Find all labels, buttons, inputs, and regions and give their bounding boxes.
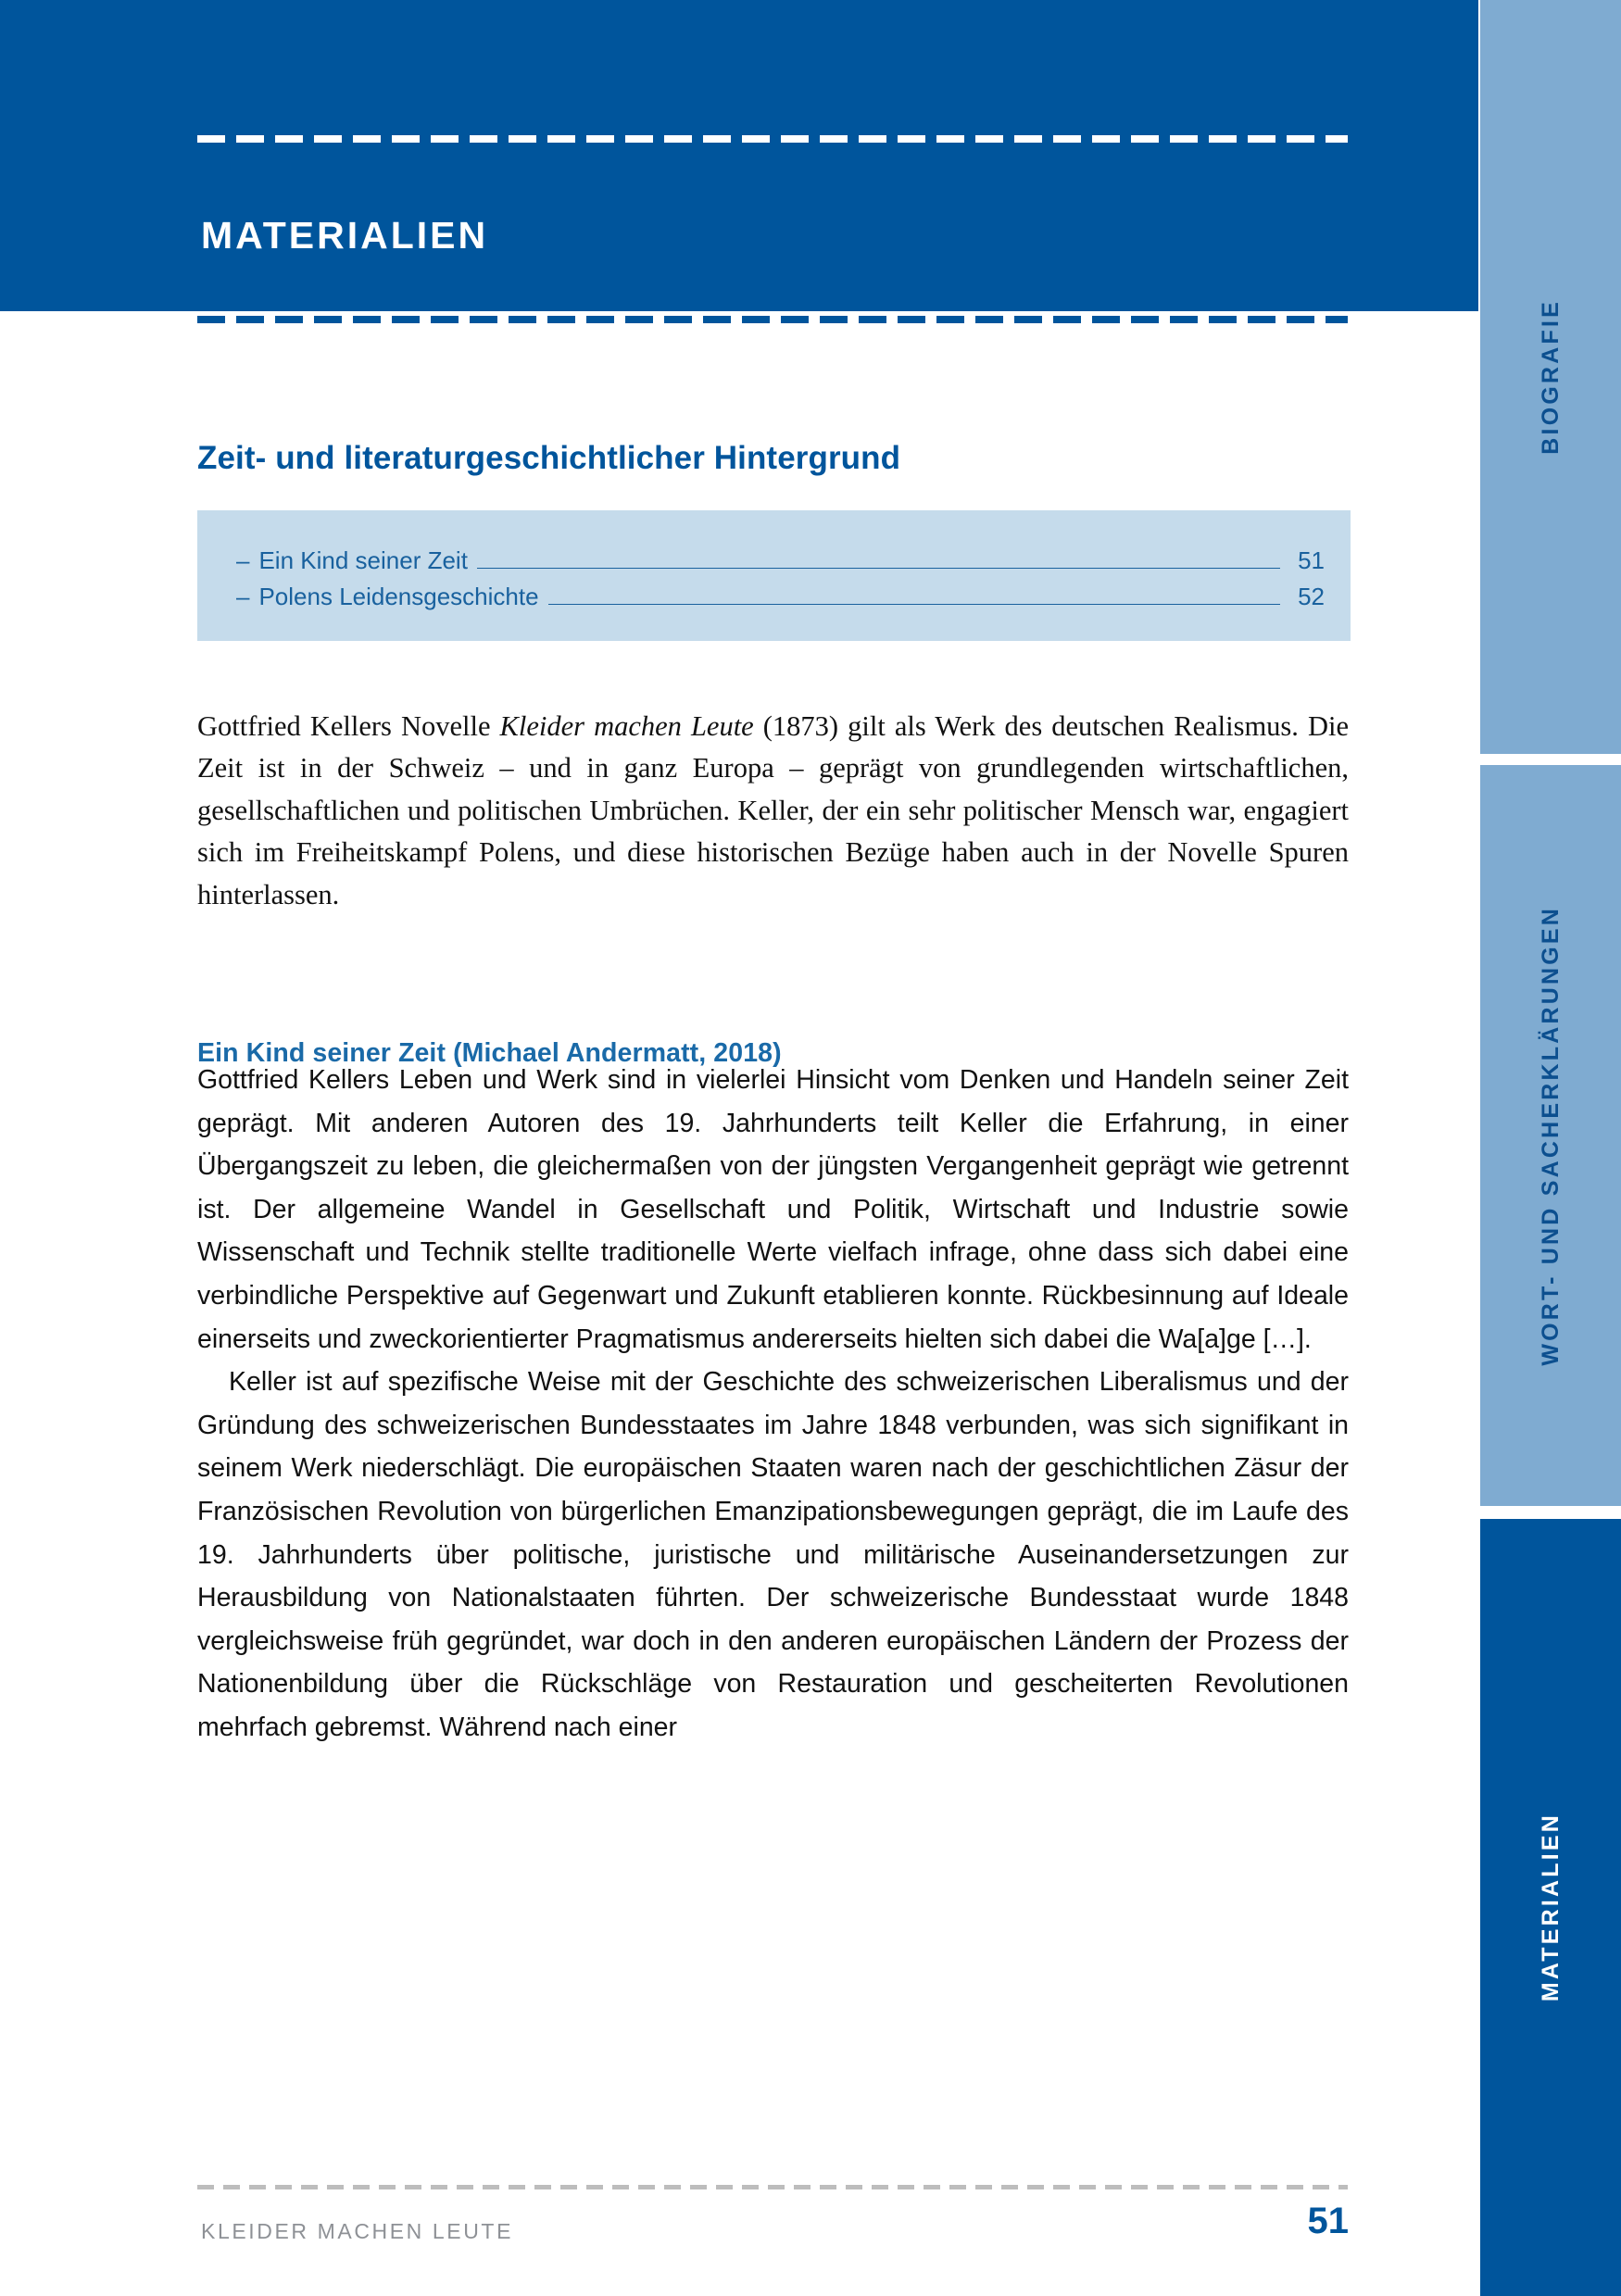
footer-page-number: 51	[1307, 2201, 1349, 2241]
intro-paragraph	[197, 706, 1349, 917]
toc-entry-label: Ein Kind seiner Zeit	[258, 546, 468, 574]
list-item[interactable]	[197, 546, 1351, 576]
tab-materialien[interactable]	[1480, 1519, 1621, 2296]
page-title: MATERIALIEN	[201, 214, 489, 257]
toc-leader-line	[477, 568, 1280, 569]
toc-leader-line	[548, 604, 1280, 605]
header-dashed-rule-top	[197, 135, 1348, 143]
toc-entry-page: 51	[1298, 546, 1325, 574]
bullet-dash-icon: –	[236, 546, 250, 574]
article-heading: Ein Kind seiner Zeit (Michael Andermatt, 2018)	[197, 1037, 782, 1068]
header-dashed-rule-bottom	[197, 316, 1348, 323]
page-header-band	[0, 0, 1478, 311]
article-paragraph-2: Keller ist auf spezifische Weise mit der Geschichte des schweizerischen Liberalismus und der Gründung des schweizerischen Bundesstaates im Jahre 1848 verbunden, was sich signifikant in seinem Werk niederschlägt. Die europäischen Staaten waren nach der geschichtlichen Zäsur der Französischen Revolution von bürgerlichen Emanzipationsbewegungen geprägt, die im Laufe des 19. Jahrhunderts über politische, juristische und militärische Auseinandersetzungen zur Herausbildung von Nationalstaaten führten. Der schweizerische Bundesstaat wurde 1848 vergleichsweise früh gegründet, war doch in den anderen europäischen Ländern der Prozess der Nationenbildung über die Rückschläge von Restauration und gescheiterten Revolutionen mehrfach gebremst. Während nach einer	[197, 1367, 1349, 1742]
novella-title: Kleider machen Leute	[499, 709, 754, 742]
intro-text-before-title: Gottfried Kellers Novelle	[197, 709, 500, 742]
tab-materialien-label: MATERIALIEN	[1537, 1813, 1564, 2002]
tab-wort-und-sacherklaerungen-label: WORT- UND SACHERKLÄRUNGEN	[1537, 905, 1564, 1366]
article-paragraph-1: Gottfried Kellers Leben und Werk sind in vielerlei Hinsicht vom Denken und Handeln seiner Zeit geprägt. Mit anderen Autoren des 19. Jahrhunderts teilt Keller die Erfahrung, in einer Übergangszeit zu leben, die gleichermaßen von der jüngsten Vergangenheit geprägt wie getrennt ist. Der allgemeine Wandel in Gesellschaft und Politik, Wirtschaft und Industrie sowie Wissenschaft und Technik stellte traditionelle Werte vielfach infrage, ohne dass sich dabei eine verbindliche Perspektive auf Gegenwart und Zukunft etablieren konnte. Rückbesinnung auf Ideale einerseits und zweckorientierter Pragmatismus andererseits hielten sich dabei die Wa[a]ge […].	[197, 1065, 1349, 1354]
tab-wort-und-sacherklaerungen[interactable]	[1480, 765, 1621, 1506]
section-heading: Zeit- und literaturgeschichtlicher Hintergrund	[197, 440, 901, 477]
toc-entry-label: Polens Leidensgeschichte	[258, 582, 539, 610]
chapter-tab-strip	[1480, 0, 1621, 2296]
footer-dashed-rule	[197, 2185, 1348, 2189]
tab-biografie-label: BIOGRAFIE	[1537, 299, 1564, 455]
tab-biografie[interactable]	[1480, 0, 1621, 754]
footer-book-title: KLEIDER MACHEN LEUTE	[201, 2219, 514, 2243]
toc-entry-page: 52	[1298, 582, 1325, 610]
article-body	[197, 1059, 1349, 1750]
bullet-dash-icon: –	[236, 582, 250, 610]
table-of-contents-box	[197, 510, 1351, 641]
list-item[interactable]	[197, 582, 1351, 612]
intro-text-after-title: (1873) gilt als Werk des deutschen Realismus. Die Zeit ist in der Schweiz – und in ganz Europa – geprägt von grundlegenden wirtschaftlichen, gesellschaftlichen und politischen Umbrüchen. Keller, der ein sehr politischer Mensch war, engagiert sich im Freiheitskampf Polens, und diese historischen Bezüge haben auch in der Novelle Spuren hinterlassen.	[197, 709, 1349, 910]
